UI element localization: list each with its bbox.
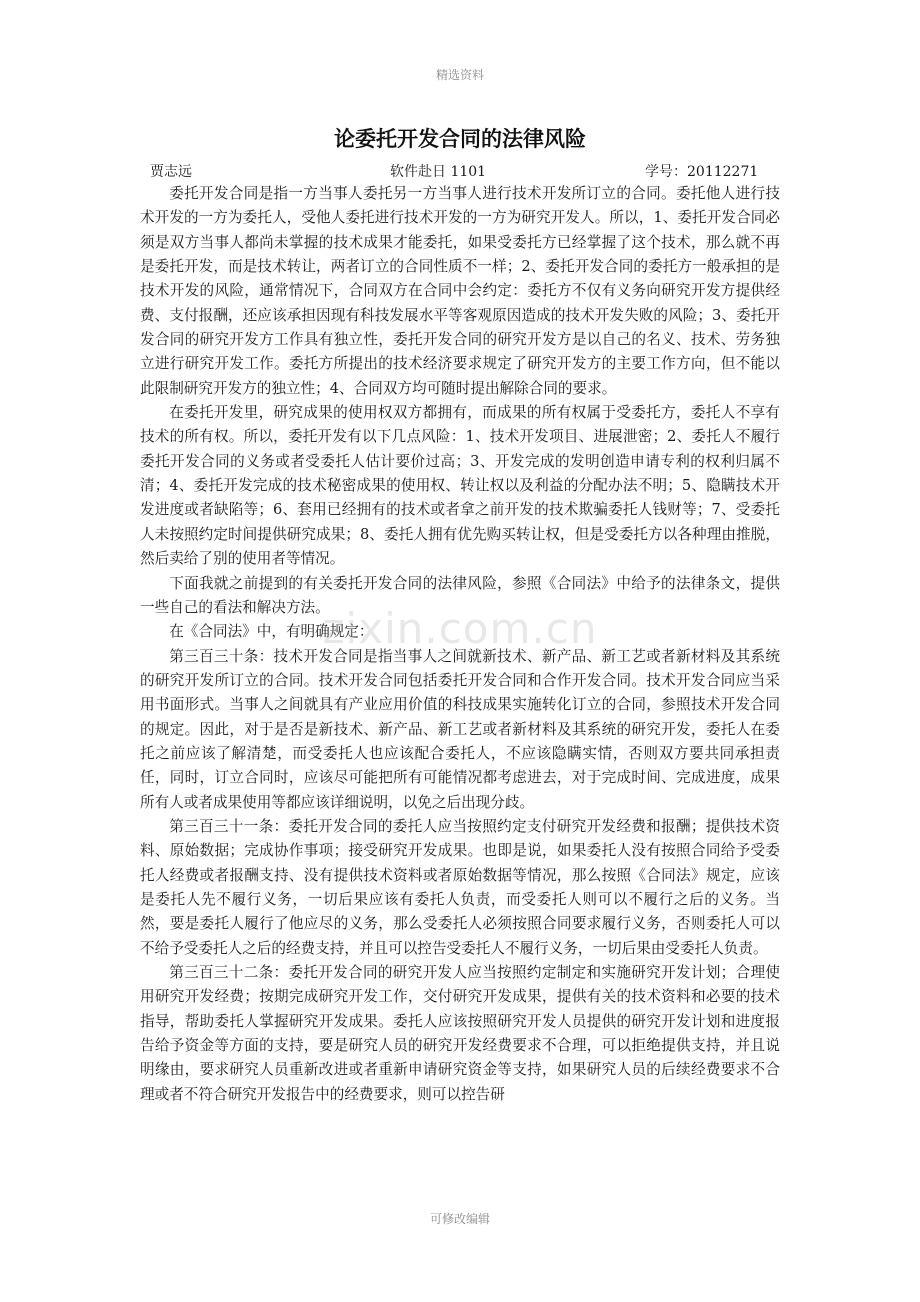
footer-mark: 可修改编辑	[429, 1212, 490, 1226]
article-body	[140, 182, 780, 1107]
header-mark: 精选资料	[435, 68, 484, 82]
paragraph-2: 在委托开发里，研究成果的使用权双方都拥有，而成果的所有权属于受委托方，委托人不享有技术的所有权。所以，委托开发有以下几点风险：1、技术开发项目、进展泄密；2、委托人不履行委托开发合同的义务或者受委托人估计要价过高；3、开发完成的发明创造申请专利的权利归属不清；4、委托开发完成的技术秘密成果的使用权、转让权以及利益的分配办法不明；5、隐瞒技术开发进度或者缺陷等；6、套用已经拥有的技术或者拿之前开发的技术欺骗委托人钱财等；7、受委托人未按照约定时间提供研究成果；8、委托人拥有优先购买转让权，但是受委托方以各种理由推脱，然后卖给了别的使用者等情况。	[140, 404, 780, 568]
paragraph-7: 第三百三十二条：委托开发合同的研究开发人应当按照约定制定和实施研究开发计划；合理使用研究开发经费；按期完成研究开发工作，交付研究开发成果，提供有关的技术资料和必要的技术指导，帮助委托人掌握研究开发成果。委托人应该按照研究开发人员提供的研究开发计划和进度报告给予资金等方面的支持，要是研究人员的研究开发经费要求不合理，可以拒绝提供支持，并且说明缘由，要求研究人员重新改进或者重新申请研究资金等支持，如果研究人员的后续经费要求不合理或者不符合研究开发报告中的经费要求，则可以控告研	[140, 964, 780, 1103]
paragraph-6: 第三百三十一条：委托开发合同的委托人应当按照约定支付研究开发经费和报酬；提供技术资料、原始数据；完成协作事项；接受研究开发成果。也即是说，如果委托人没有按照合同给予受委托人经费或者报酬支持、没有提供技术资料或者原始数据等情况，那么按照《合同法》规定，应该是委托人先不履行义务，一切后果应该有委托人负责，而受委托人则可以不履行之后的义务。当然，要是委托人履行了他应尽的义务，那么受委托人必须按照合同要求履行义务，否则委托人可以不给予受委托人之后的经费支持，并且可以控告受委托人不履行义务，一切后果由受委托人负责。	[140, 817, 780, 957]
paragraph-3: 下面我就之前提到的有关委托开发合同的法律风险，参照《合同法》中给予的法律条文，提供一些自己的看法和解决方法。	[140, 574, 780, 616]
paragraph-5: 第三百三十条：技术开发合同是指当事人之间就新技术、新产品、新工艺或者新材料及其系统的研究开发所订立的合同。技术开发合同包括委托开发合同和合作开发合同。技术开发合同应当采用书面形式。当事人之间就具有产业应用价值的科技成果实施转化订立的合同，参照技术开发合同的规定。因此，对于是否是新技术、新产品、新工艺或者新材料及其系统的研究开发，委托人在委托之前应该了解清楚，而受委托人也应该配合委托人，不应该隐瞒实情，否则双方要共同承担责任，同时，订立合同时，应该尽可能把所有可能情况都考虑进去，对于完成时间、完成进度，成果所有人或者成果使用等都应该详细说明，以免之后出现分歧。	[140, 647, 780, 811]
watermark: zixin.com.cn	[322, 604, 598, 653]
byline	[140, 161, 780, 181]
document-title: 论委托开发合同的法律风险	[334, 127, 586, 151]
paragraph-4: 在《合同法》中，有明确规定：	[169, 623, 374, 641]
paragraph-1: 委托开发合同是指一方当事人委托另一方当事人进行技术开发所订立的合同。委托他人进行技术开发的一方为委托人，受他人委托进行技术开发的一方为研究开发人。所以，1、委托开发合同必须是双方当事人都尚未掌握的技术成果才能委托，如果受委托方已经掌握了这个技术，那么就不再是委托开发，而是技术转让，两者订立的合同性质不一样；2、委托开发合同的委托方一般承担的是技术开发的风险，通常情况下，合同双方在合同中会约定：委托方不仅有义务向研究开发方提供经费、支付报酬，还应该承担因现有科技发展水平等客观原因造成的技术开发失败的风险；3、委托开发合同的研究开发方工作具有独立性，委托开发合同的研究开发方是以自己的名义、技术、劳务独立进行研究开发工作。委托方所提出的技术经济要求规定了研究开发方的主要工作方向，但不能以此限制研究开发方的独立性；4、合同双方均可随时提出解除合同的要求。	[140, 185, 780, 397]
student-id: 学号：20112271	[645, 164, 759, 180]
author-name: 贾志远	[150, 164, 192, 180]
class-name: 软件赴日 1101	[390, 164, 487, 180]
